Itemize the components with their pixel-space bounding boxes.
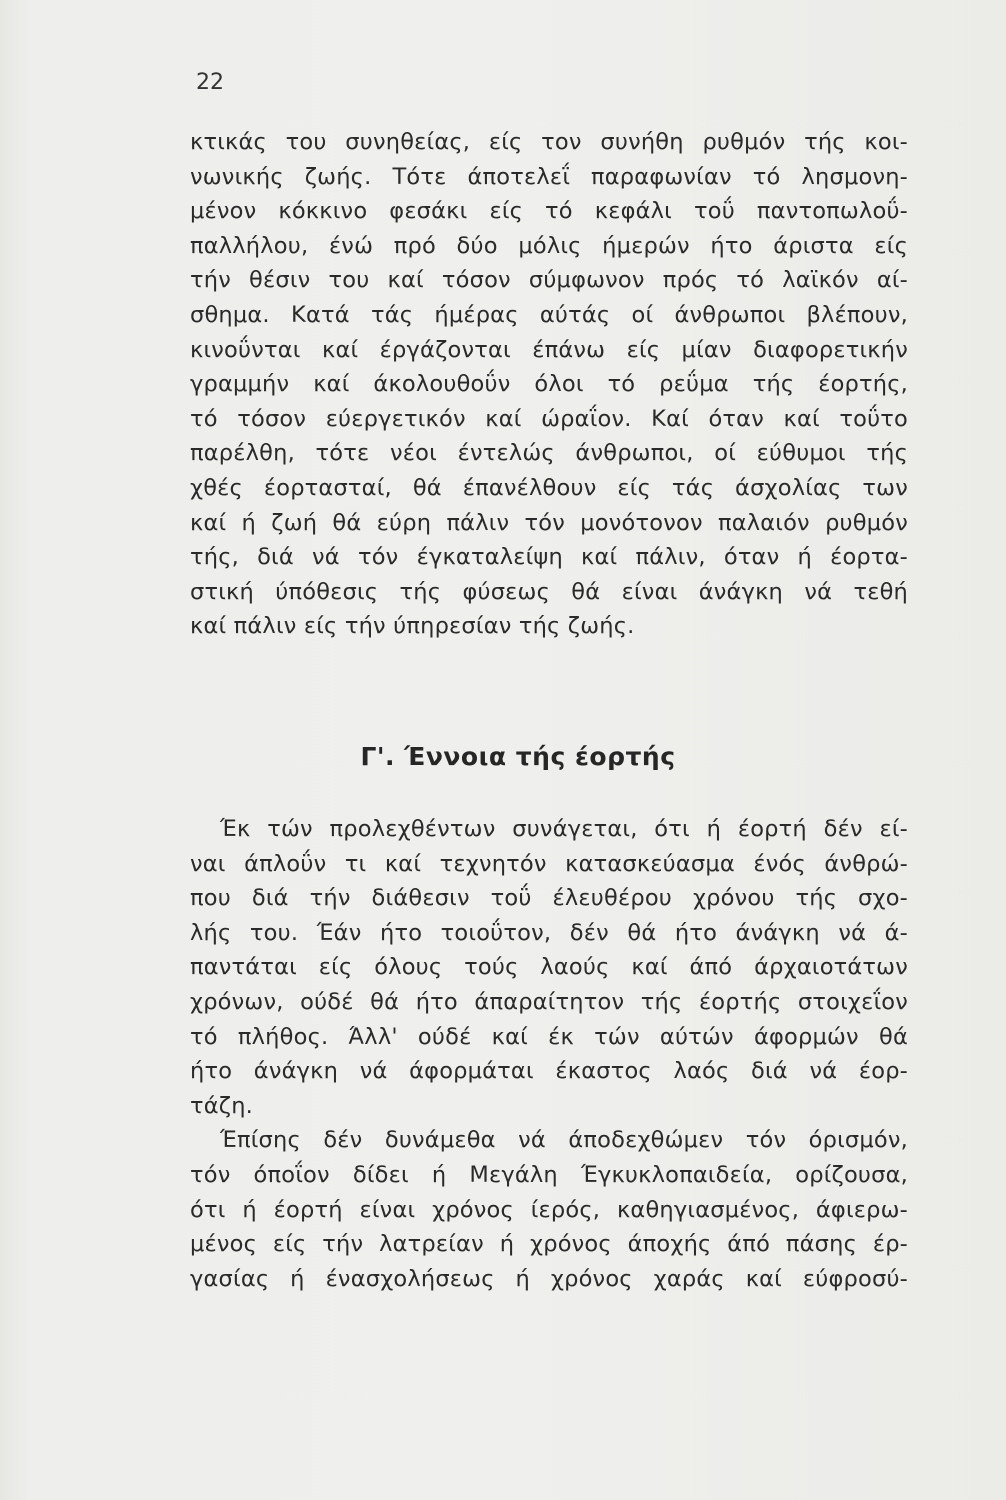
text-line: σθημα. Κατά τάς ήμέρας αύτάς οί άνθρωποι βλέπουν, [190, 301, 908, 328]
text-line: χθές έορτασταί, θά έπανέλθουν είς τάς άσχολίας των [190, 474, 908, 501]
text-line: τής, διά νά τόν έγκαταλείψη καί πάλιν, όταν ή έορτα- [190, 544, 908, 571]
text-line: καί ή ζωή θά εύρη πάλιν τόν μονότονον παλαιόν ρυθμόν [190, 509, 908, 536]
page-number: 22 [196, 70, 224, 95]
text-line: λής του. Έάν ήτο τοιοΰτον, δέν θά ήτο άνάγκη νά ά- [190, 919, 908, 946]
text-line: τάζη. [190, 1092, 254, 1119]
text-line: στική ύπόθεσις τής φύσεως θά είναι άνάγκη νά τεθή [190, 578, 908, 605]
text-line: τό τόσον εύεργετικόν καί ώραΐον. Καί όταν καί τοΰτο [190, 405, 908, 432]
text-line: νωνικής ζωής. Τότε άποτελεΐ παραφωνίαν τό λησμονη- [190, 163, 908, 190]
text-line: ότι ή έορτή είναι χρόνος ίερός, καθηγιασμένος, άφιερω- [190, 1196, 908, 1223]
paragraph-2-3 [190, 812, 908, 1296]
text-line: καί πάλιν είς τήν ύπηρεσίαν τής ζωής. [190, 613, 635, 640]
section-heading: Γ'. Έννοια τής έορτής [360, 742, 676, 771]
text-line: ναι άπλοΰν τι καί τεχνητόν κατασκεύασμα ένός άνθρώ- [190, 850, 908, 877]
text-line: Έκ τών προλεχθέντων συνάγεται, ότι ή έορτή δέν εί- [220, 816, 908, 842]
text-line: ήτο άνάγκη νά άφορμάται έκαστος λαός διά νά έορ- [190, 1058, 908, 1085]
text-line: Έπίσης δέν δυνάμεθα νά άποδεχθώμεν τόν όρισμόν, [220, 1127, 908, 1154]
text-line: τήν θέσιν του καί τόσον σύμφωνον πρός τό λαϊκόν αί- [190, 267, 908, 294]
text-line: χρόνων, ούδέ θά ήτο άπαραίτητον τής έορτής στοιχεΐον [190, 988, 908, 1015]
text-line: τόν όποΐον δίδει ή Μεγάλη Έγκυκλοπαιδεία, ορίζουσα, [190, 1161, 908, 1188]
text-line: κινοΰνται καί έργάζονται έπάνω είς μίαν διαφορετικήν [190, 336, 908, 363]
text-line: παρέλθη, τότε νέοι έντελώς άνθρωποι, οί εύθυμοι τής [190, 440, 908, 467]
text-line: παντάται είς όλους τούς λαούς καί άπό άρχαιοτάτων [190, 954, 908, 981]
text-line: τό πλήθος. Άλλ' ούδέ καί έκ τών αύτών άφορμών θά [190, 1023, 908, 1050]
text-line: γραμμήν καί άκολουθοΰν όλοι τό ρεΰμα τής έορτής, [190, 371, 908, 398]
text-line: παλλήλου, ένώ πρό δύο μόλις ήμερών ήτο άριστα είς [190, 232, 908, 259]
text-line: γασίας ή ένασχολήσεως ή χρόνος χαράς καί εύφροσύ- [190, 1265, 908, 1292]
text-line: κτικάς του συνηθείας, είς τον συνήθη ρυθμόν τής κοι- [190, 129, 908, 155]
text-line: μένος είς τήν λατρείαν ή χρόνος άποχής άπό πάσης έρ- [190, 1231, 908, 1258]
text-line: μένον κόκκινο φεσάκι είς τό κεφάλι τοΰ παντοπωλοΰ- [190, 198, 908, 225]
paragraph-1 [190, 125, 908, 644]
text-line: που διά τήν διάθεσιν τοΰ έλευθέρου χρόνου τής σχο- [190, 885, 908, 912]
